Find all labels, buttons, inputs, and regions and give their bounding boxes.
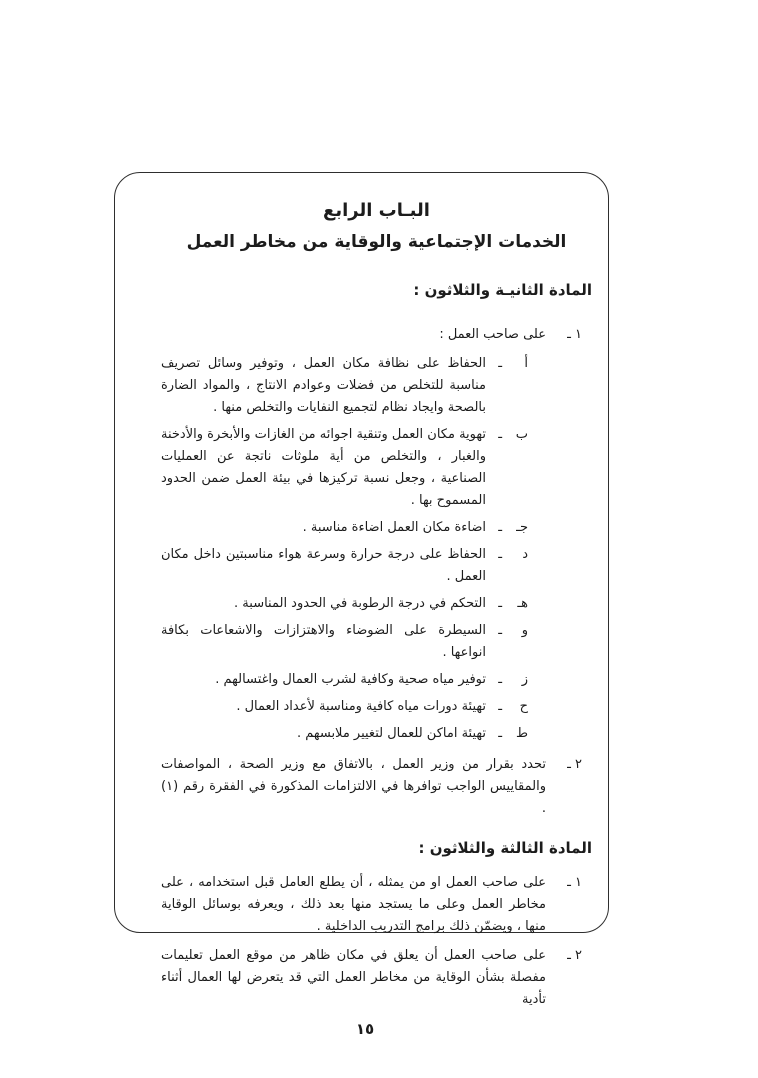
clause-text: على صاحب العمل : [439,327,546,342]
article-32-clause-1 [161,324,582,346]
lettered-item-t [161,723,528,745]
item-letter: ب [515,427,528,442]
item-text: توفير مياه صحية وكافية لشرب العمال واغتسالهم . [215,672,486,687]
item-letter: ز [521,672,528,687]
document-frame [114,172,609,1007]
item-text: الحفاظ على درجة حرارة وسرعة هواء مناسبتين داخل مكان العمل . [161,547,486,584]
article-33-clause-2 [161,945,582,1011]
item-dash: ـ [498,726,502,741]
lettered-item-h [161,593,528,615]
item-dash: ـ [498,356,502,371]
item-text: السيطرة على الضوضاء والاهتزازات والاشعاعات بكافة انواعها . [161,623,486,660]
article-33-clause-1 [161,872,582,938]
clause-number: ١ ـ [567,327,582,342]
item-text: تهوية مكان العمل وتنقية اجوائه من الغازات والأبخرة والأدخنة والغبار ، والتخلص من أية ملوثات ناتجة عن العمليات الصناعية ، وجعل نسبة تركيزها في بيئة العمل ضمن الحدود المسموح بها . [161,427,486,508]
item-letter: و [521,623,528,638]
clause-number: ١ ـ [567,875,582,890]
clause-text: على صاحب العمل او من يمثله ، أن يطلع العامل قبل استخدامه ، على مخاطر العمل وعلى ما يستجد منها بعد ذلك ، ويعرفه بوسائل الوقاية منها ، ويضمّن ذلك برامج التدريب الداخلية . [161,875,546,934]
item-dash: ـ [498,623,502,638]
item-letter: ح [519,699,528,714]
item-text: الحفاظ على نظافة مكان العمل ، وتوفير وسائل تصريف مناسبة للتخلص من فضلات وعوادم الانتاج ، والمواد الضارة بالصحة وايجاد نظام لتجميع النفايات والتخلص منها . [161,356,486,415]
lettered-item-hh [161,696,528,718]
clause-text: على صاحب العمل أن يعلق في مكان ظاهر من موقع العمل تعليمات مفصلة بشأن الوقاية من مخاطر العمل التي قد يتعرض لها العمال أثناء تأدية [161,948,546,1007]
clause-number: ٢ ـ [567,948,582,963]
item-dash: ـ [498,672,502,687]
page-number: ١٥ [355,1020,375,1038]
item-text: تهيئة اماكن للعمال لتغيير ملابسهم . [296,726,486,741]
chapter-title: البـاب الرابع [323,200,430,221]
item-letter: جـ [516,520,528,535]
item-dash: ـ [498,699,502,714]
item-text: اضاءة مكان العمل اضاءة مناسبة . [302,520,486,535]
item-letter: أ [524,356,528,371]
item-dash: ـ [498,547,502,562]
article-32-clause-2 [161,754,582,820]
article-32-heading: المادة الثانيـة والثلاثون : [413,281,592,299]
item-letter: د [522,547,528,562]
lettered-item-j [161,517,528,539]
item-dash: ـ [498,596,502,611]
lettered-item-d [161,544,528,588]
chapter-subtitle: الخدمات الإجتماعية والوقاية من مخاطر العمل [186,232,567,252]
item-letter: ط [515,726,528,741]
article-33-heading: المادة الثالثة والثلاثون : [418,839,592,857]
lettered-item-b [161,424,528,512]
lettered-item-w [161,620,528,664]
item-dash: ـ [498,427,502,442]
lettered-item-a [161,353,528,419]
clause-number: ٢ ـ [567,757,582,772]
item-text: التحكم في درجة الرطوبة في الحدود المناسبة . [234,596,486,611]
item-letter: هـ [517,596,528,611]
item-text: تهيئة دورات مياه كافية ومناسبة لأعداد العمال . [236,699,486,714]
item-dash: ـ [498,520,502,535]
clause-text: تحدد بقرار من وزير العمل ، بالاتفاق مع وزير الصحة ، المواصفات والمقاييس الواجب توافرها في الالتزامات المذكورة في الفقرة رقم (١) . [161,757,546,816]
lettered-item-z [161,669,528,691]
